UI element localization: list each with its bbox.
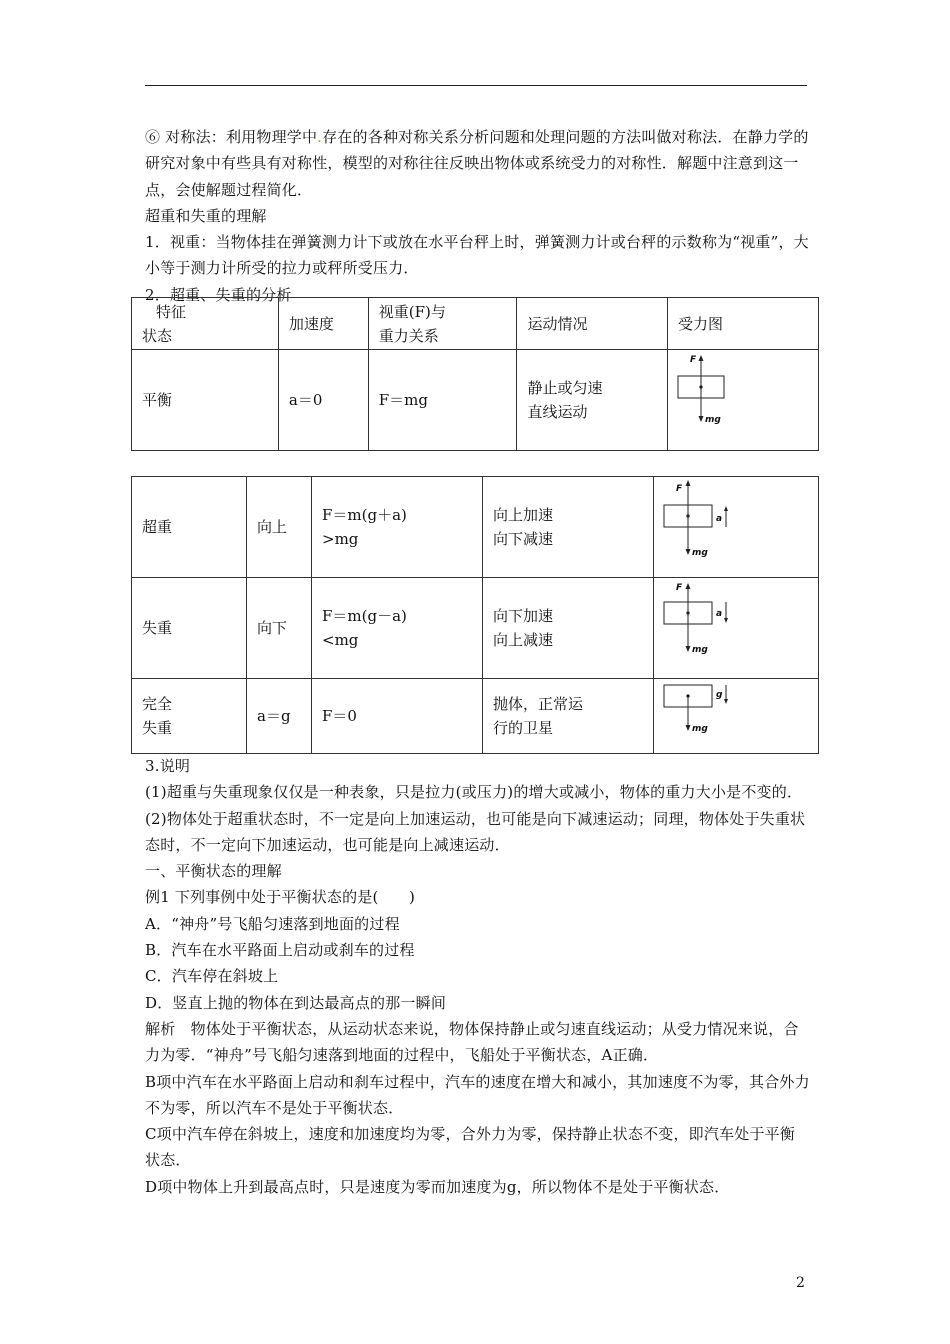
underweight-force-diagram	[654, 578, 818, 678]
cell-state: 失重	[132, 578, 247, 679]
cell-state: 平衡	[132, 350, 279, 451]
option-c: C．汽车停在斜坡上	[145, 967, 279, 986]
cell-weight: F＝m(g－a) <mg	[312, 578, 483, 679]
cell-motion: 抛体，正常运 行的卫星	[483, 679, 654, 754]
g-label: g	[716, 690, 723, 700]
cell-accel: 向下	[247, 578, 312, 679]
analysis-paragraph: C项中汽车停在斜坡上，速度和加速度均为零，合外力为零，保持静止状态不变，即汽车处于平衡状态．	[145, 1125, 796, 1170]
cell-state: 超重	[132, 477, 247, 578]
force-label: F	[676, 484, 683, 494]
force-label: F	[689, 355, 697, 365]
header-weight: 视重(F)与 重力关系	[368, 298, 517, 350]
table-row	[132, 477, 819, 578]
table-row	[132, 350, 819, 451]
section-title: 超重和失重的理解	[145, 206, 267, 225]
cell-diagram	[667, 350, 818, 451]
gravity-label: mg	[704, 415, 721, 425]
gravity-label: mg	[692, 645, 708, 655]
cell-diagram	[654, 679, 819, 754]
overweight-force-diagram	[654, 477, 818, 577]
cell-accel: 向上	[247, 477, 312, 578]
header-rule	[145, 85, 807, 86]
cell-motion: 静止或匀速 直线运动	[517, 350, 668, 451]
apparent-weight-definition: 1．视重：当物体挂在弹簧测力计下或放在水平台秤上时，弹簧测力计或台秤的示数称为“视重”，大小等于测力计所受的拉力或秤所受压力．	[145, 233, 809, 278]
header-acceleration: 加速度	[278, 298, 368, 350]
cell-weight: F＝0	[312, 679, 483, 754]
option-a: A．“神舟”号飞船匀速落到地面的过程	[145, 914, 400, 933]
analysis-paragraph: D项中物体上升到最高点时，只是速度为零而加速度为g，所以物体不是处于平衡状态．	[145, 1177, 730, 1196]
header-feature: 特征 状态	[132, 298, 279, 350]
note-1: (1)超重与失重现象仅仅是一种表象，只是拉力(或压力)的增大或减小，物体的重力大小是不变的．	[145, 783, 803, 802]
ink-dot: .	[317, 128, 323, 146]
example-question: 例1 下列事例中处于平衡状态的是( )	[145, 888, 416, 907]
option-b: B．汽车在水平路面上启动或刹车的过程	[145, 941, 415, 960]
cell-diagram	[654, 477, 819, 578]
analysis-paragraph: B项中汽车在水平路面上启动和刹车过程中，汽车的速度在增大和减小，其加速度不为零，其合外力不为零，所以汽车不是处于平衡状态．	[145, 1072, 810, 1117]
weight-table-part2	[131, 476, 819, 754]
analysis-heading: 2．超重、失重的分析	[145, 285, 292, 304]
cell-weight: F＝m(g＋a) >mg	[312, 477, 483, 578]
notes-and-example-block	[145, 753, 810, 1200]
note-2: (2)物体处于超重状态时，不一定是向上加速运动，也可能是向下减速运动；同理，物体处于失重状态时，不一定向下加速运动，也可能是向上减速运动．	[145, 809, 806, 854]
force-label: F	[676, 583, 683, 593]
cell-diagram	[654, 578, 819, 679]
balance-force-diagram	[668, 350, 818, 450]
cell-accel: a＝0	[278, 350, 368, 451]
analysis-paragraph: 解析 物体处于平衡状态，从运动状态来说，物体保持静止或匀速直线运动；从受力情况来说，合力为零．“神舟”号飞船匀速落到地面的过程中，飞船处于平衡状态，A正确．	[145, 1019, 799, 1065]
cell-motion: 向上加速 向下减速	[483, 477, 654, 578]
cell-state: 完全 失重	[132, 679, 247, 754]
page-number: 2	[796, 1275, 805, 1291]
table-row	[132, 578, 819, 679]
accel-label: a	[716, 609, 723, 619]
weight-table-part1	[131, 297, 819, 451]
weightless-force-diagram	[654, 679, 818, 753]
header-motion: 运动情况	[517, 298, 668, 350]
accel-label: a	[716, 514, 723, 524]
symmetry-method-paragraph: ⑥ 对称法：利用物理学中.存在的各种对称关系分析问题和处理问题的方法叫做对称法．在静力学的研究对象中有些具有对称性，模型的对称往往反映出物体或系统受力的对称性．解题中注意到这一点，会使解题过程简化．	[145, 128, 809, 199]
gravity-label: mg	[692, 548, 708, 558]
notes-title: 3.说明	[145, 757, 191, 775]
gravity-label: mg	[692, 724, 708, 734]
cell-accel: a＝g	[247, 679, 312, 754]
intro-block	[145, 124, 810, 308]
header-force-diagram: 受力图	[667, 298, 818, 350]
option-d: D．竖直上抛的物体在到达最高点的那一瞬间	[145, 993, 447, 1012]
table-header-row	[132, 298, 819, 350]
cell-weight: F＝mg	[368, 350, 517, 451]
section1-title: 一、平衡状态的理解	[145, 862, 282, 881]
table-row	[132, 679, 819, 754]
cell-motion: 向下加速 向上减速	[483, 578, 654, 679]
